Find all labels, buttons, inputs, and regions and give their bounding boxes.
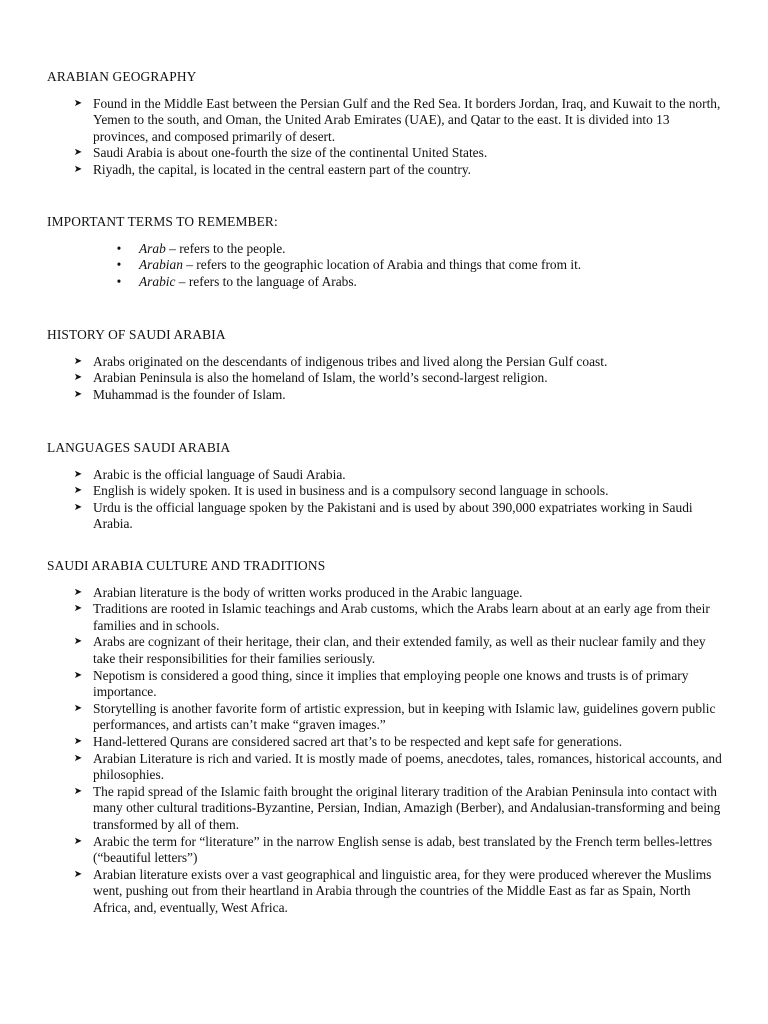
list-item: ➤ Arabic the term for “literature” in the narrow English sense is adab, best translated by the French term belles-lettres (“beautiful letters”) [73, 833, 713, 866]
section-languages [0, 440, 768, 533]
section-heading: SAUDI ARABIA CULTURE AND TRADITIONS [47, 558, 326, 573]
arrow-bullet-icon: ➤ [73, 388, 83, 400]
arrow-bullet-icon: ➤ [73, 147, 83, 159]
term-definition: – refers to the language of Arabs. [175, 273, 357, 289]
list-item: ➤ Storytelling is another favorite form of artistic expression, but in keeping with Islamic law, guidelines govern public performances, and artists can’t make “graven images.” [73, 700, 716, 733]
list-item: ➤ The rapid spread of the Islamic faith brought the original literary tradition of the Arabian Peninsula into contact with many other cultural traditions-Byzantine, Persian, Indian, Amazigh (Berber), and Andalusian-transforming and being transformed by all of them. [73, 783, 721, 832]
list-item: ➤ Traditions are rooted in Islamic teachings and Arab customs, which the Arabs learn about at an early age from their families and in schools. [73, 601, 710, 633]
list-item: ➤ Arabic is the official language of Saudi Arabia. [73, 466, 346, 482]
list-item: ➤ Arabs are cognizant of their heritage, their clan, and their extended family, as well as their nuclear family and they take their responsibilities for their families seriously. [73, 634, 706, 666]
list-item: ➤ Hand-lettered Qurans are considered sacred art that’s to be respected and kept safe for generations. [73, 733, 623, 749]
list-item: ➤ Riyadh, the capital, is located in the central eastern part of the country. [73, 161, 472, 177]
term-definition: – refers to the geographic location of Arabia and things that come from it. [182, 257, 582, 273]
term-item [0, 241, 768, 258]
list-item: ➤ Arabian Literature is rich and varied. It is mostly made of poems, anecdotes, tales, romances, historical accounts, and philosophies. [73, 750, 722, 783]
arrow-bullet-icon: ➤ [73, 603, 83, 615]
list-item: ➤ English is widely spoken. It is used in business and is a compulsory second language in schools. [73, 483, 609, 499]
arrow-bullet-icon: ➤ [73, 835, 83, 847]
list-item: ➤ Saudi Arabia is about one-fourth the size of the continental United States. [73, 145, 488, 161]
arrow-bullet-icon: ➤ [73, 501, 83, 513]
arrow-bullet-icon: ➤ [73, 586, 83, 598]
list-item: ➤ Muhammad is the founder of Islam. [73, 386, 286, 402]
section-heading: HISTORY OF SAUDI ARABIA [47, 327, 226, 342]
bullet-list [0, 96, 768, 179]
arrow-bullet-icon: ➤ [73, 735, 83, 747]
list-item: ➤ Arabian literature exists over a vast geographical and linguistic area, for they were produced wherever the Muslims went, pushing out from their heartland in Arabia through the countries of the Middle East as far as Spain, North Africa, and, eventually, West Africa. [73, 866, 712, 915]
dot-bullet-icon: • [116, 273, 122, 289]
dot-bullet-icon: • [116, 240, 122, 256]
arrow-bullet-icon: ➤ [73, 868, 83, 880]
list-item: ➤ Urdu is the official language spoken by the Pakistani and is used by about 390,000 expatriates working in Saudi Arabia. [73, 499, 693, 532]
arrow-bullet-icon: ➤ [73, 372, 83, 384]
bullet-list [0, 354, 768, 404]
term-list [0, 241, 768, 291]
section-heading: IMPORTANT TERMS TO REMEMBER: [47, 214, 278, 229]
term: Arab [139, 240, 166, 256]
arrow-bullet-icon: ➤ [73, 669, 83, 681]
list-item: ➤ Arabian Peninsula is also the homeland of Islam, the world’s second-largest religion. [73, 370, 548, 386]
term-item [0, 274, 768, 291]
term: Arabian [139, 257, 183, 273]
list-item: ➤ Arabian literature is the body of written works produced in the Arabic language. [73, 584, 523, 600]
section-arabian-geography [0, 69, 768, 179]
arrow-bullet-icon: ➤ [73, 355, 83, 367]
arrow-bullet-icon: ➤ [73, 785, 83, 797]
list-item: ➤ Found in the Middle East between the Persian Gulf and the Red Sea. It borders Jordan, Iraq, and Kuwait to the north, Yemen to the south, and Oman, the United Arab Emirates (UAE), and Qatar to the east. It is divided into 13 provinces, and composed primarily of desert. [73, 95, 721, 144]
arrow-bullet-icon: ➤ [73, 468, 83, 480]
section-heading: ARABIAN GEOGRAPHY [47, 69, 197, 84]
term: Arabic [139, 273, 176, 289]
dot-bullet-icon: • [116, 257, 122, 273]
arrow-bullet-icon: ➤ [73, 702, 83, 714]
section-culture-traditions [0, 558, 768, 916]
arrow-bullet-icon: ➤ [73, 163, 83, 175]
bullet-list [0, 467, 768, 533]
section-important-terms [0, 214, 768, 290]
list-item: ➤ Nepotism is considered a good thing, since it implies that employing people one knows and trusts is of primary importance. [73, 667, 689, 700]
section-heading: LANGUAGES SAUDI ARABIA [47, 440, 231, 455]
bullet-list [0, 585, 768, 917]
arrow-bullet-icon: ➤ [73, 752, 83, 764]
arrow-bullet-icon: ➤ [73, 485, 83, 497]
term-item [0, 257, 768, 274]
arrow-bullet-icon: ➤ [73, 636, 83, 648]
term-definition: – refers to the people. [165, 240, 286, 256]
list-item: ➤ Arabs originated on the descendants of indigenous tribes and lived along the Persian Gulf coast. [73, 353, 608, 369]
section-history [0, 327, 768, 403]
arrow-bullet-icon: ➤ [73, 97, 83, 109]
